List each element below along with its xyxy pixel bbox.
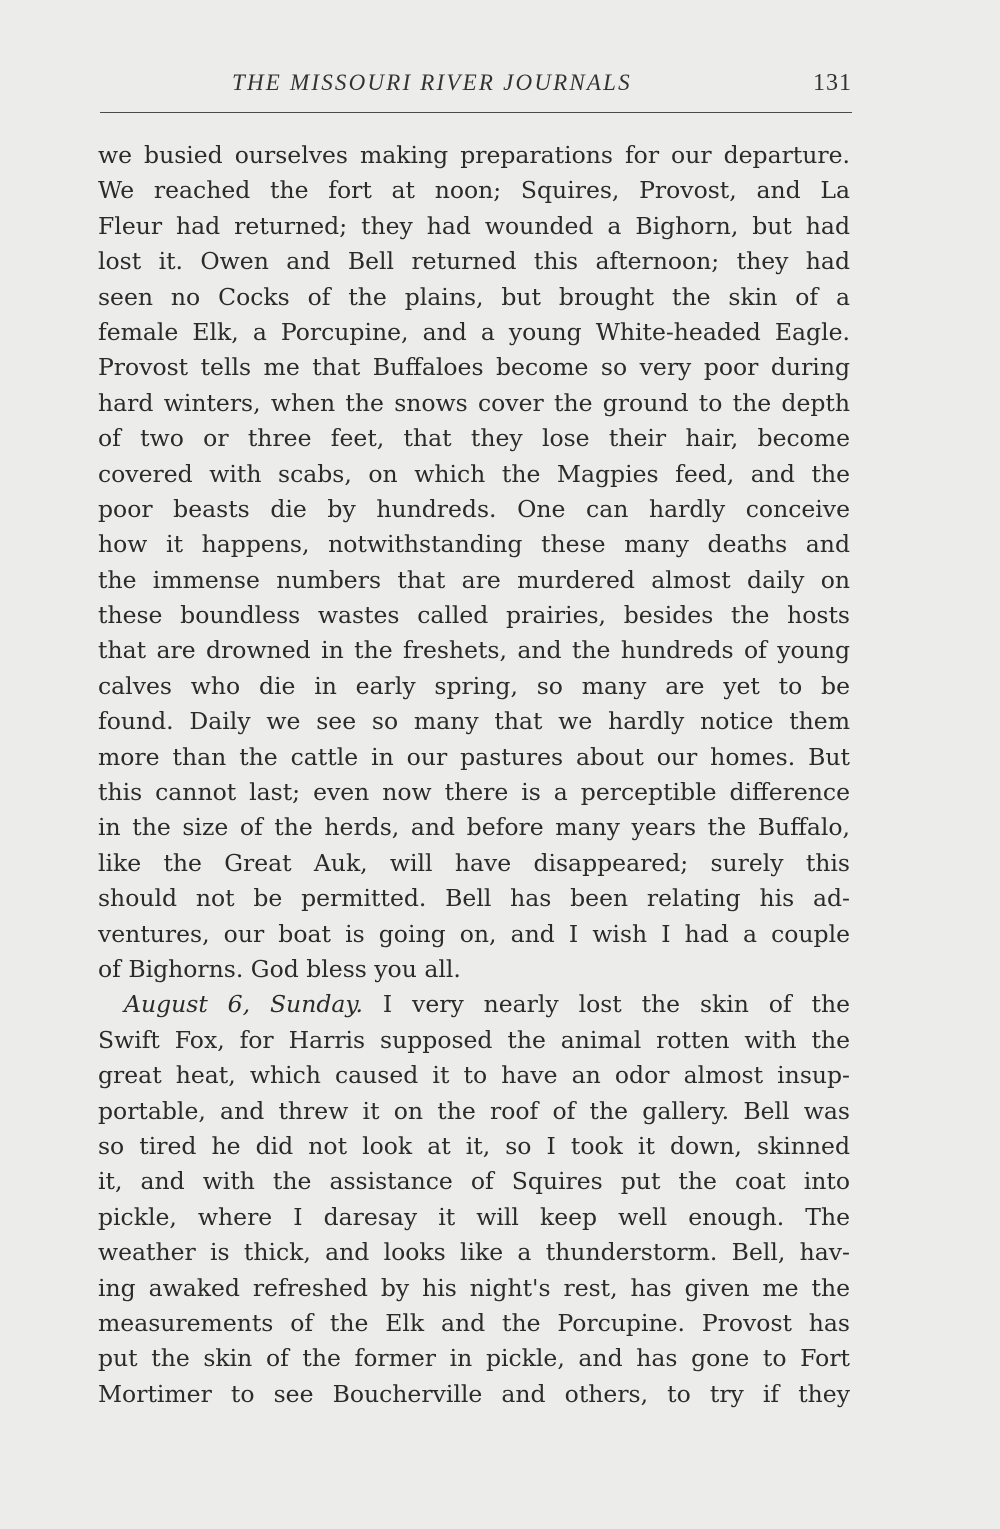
page-number: 131 <box>813 70 852 96</box>
text-line: the immense numbers that are murdered almost daily on <box>98 565 850 594</box>
entry-date: August 6, Sunday. <box>124 990 364 1019</box>
text-line: this cannot last; even now there is a perceptible difference <box>98 778 850 807</box>
text-line: we busied ourselves making preparations for our departure. <box>98 141 850 169</box>
text-line: more than the cattle in our pastures about our homes. But <box>98 742 850 771</box>
text-line: weather is thick, and looks like a thunderstorm. Bell, hav- <box>98 1238 850 1267</box>
text-line: portable, and threw it on the roof of the gallery. Bell was <box>98 1096 850 1125</box>
text-line: covered with scabs, on which the Magpies feed, and the <box>98 459 850 488</box>
text-line: it, and with the assistance of Squires put the coat into <box>98 1167 850 1196</box>
text-line: like the Great Auk, will have disappeared; surely this <box>98 848 850 877</box>
text-line: ventures, our boat is going on, and I wish I had a couple <box>98 919 850 948</box>
header-rule <box>100 112 852 113</box>
text-line: put the skin of the former in pickle, and has gone to Fort <box>98 1344 850 1373</box>
text-line: calves who die in early spring, so many are yet to be <box>98 671 850 700</box>
text-line: Provost tells me that Buffaloes become so very poor during <box>98 353 850 382</box>
text-line: of Bighorns. God bless you all. <box>98 954 461 983</box>
text-line: measurements of the Elk and the Porcupine. Provost has <box>98 1308 850 1337</box>
text-line: Swift Fox, for Harris supposed the animal rotten with the <box>98 1025 850 1054</box>
text-line: Mortimer to see Boucherville and others, to try if they <box>98 1379 850 1408</box>
body-text <box>98 138 850 1412</box>
text-line: how it happens, notwithstanding these many deaths and <box>98 530 850 559</box>
text-line: ing awaked refreshed by his night's rest, has given me the <box>98 1273 850 1302</box>
text-line: that are drowned in the freshets, and the hundreds of young <box>98 636 850 665</box>
running-head <box>100 66 852 106</box>
text-line: We reached the fort at noon; Squires, Provost, and La <box>98 176 850 205</box>
text-line: of two or three feet, that they lose their hair, become <box>98 424 850 453</box>
running-title: THE MISSOURI RIVER JOURNALS <box>232 70 632 95</box>
text-line: in the size of the herds, and before many years the Buffalo, <box>98 813 850 842</box>
text-line: pickle, where I daresay it will keep well enough. The <box>98 1202 850 1231</box>
text-line: Fleur had returned; they had wounded a Bighorn, but had <box>98 211 850 240</box>
text-line: poor beasts die by hundreds. One can hardly conceive <box>98 494 850 523</box>
text-line: found. Daily we see so many that we hardly notice them <box>98 707 850 736</box>
entry-first-line <box>98 987 850 1022</box>
text-line: these boundless wastes called prairies, besides the hosts <box>98 601 850 630</box>
text-line: should not be permitted. Bell has been relating his ad- <box>98 884 850 913</box>
text-line: so tired he did not look at it, so I took it down, skinned <box>98 1131 850 1160</box>
entry-first-line-text: I very nearly lost the skin of the <box>382 990 850 1019</box>
text-line: lost it. Owen and Bell returned this afternoon; they had <box>98 247 850 276</box>
text-line: great heat, which caused it to have an odor almost insup- <box>98 1061 850 1090</box>
text-line: female Elk, a Porcupine, and a young White-headed Eagle. <box>98 317 850 346</box>
text-line: seen no Cocks of the plains, but brought the skin of a <box>98 282 850 311</box>
text-line: hard winters, when the snows cover the ground to the depth <box>98 388 850 417</box>
